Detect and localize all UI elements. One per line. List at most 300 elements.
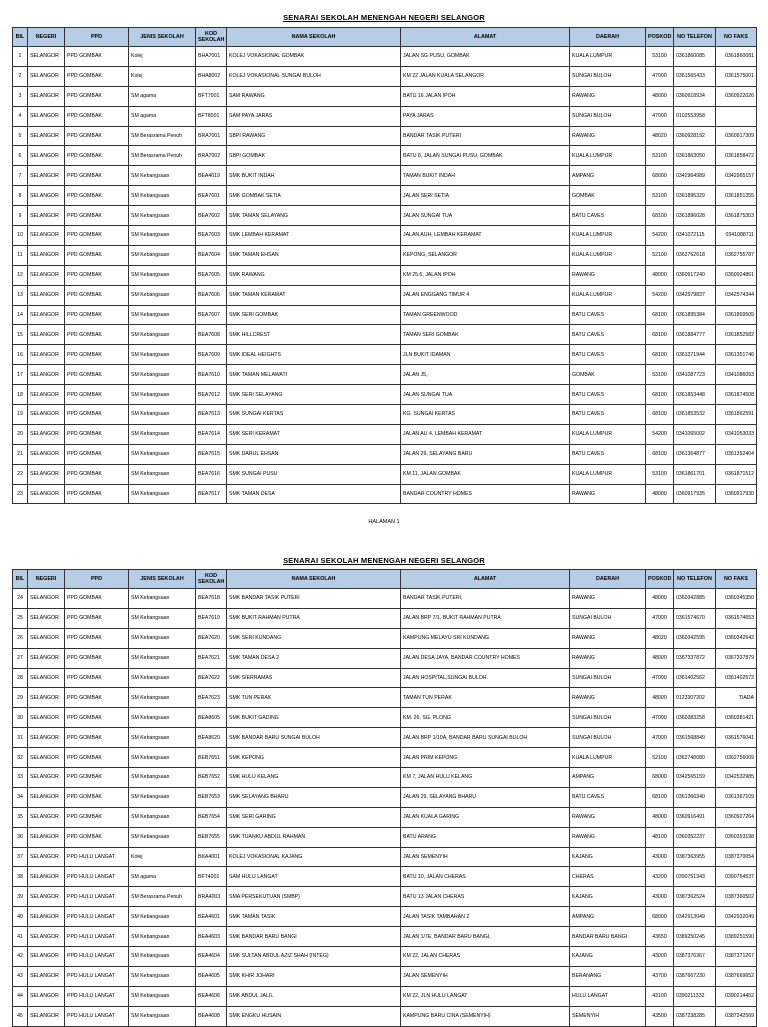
cell-no-telefon: 0387667230 <box>674 966 716 986</box>
cell-bil: 40 <box>13 907 28 927</box>
cell-no-telefon: 0361402562 <box>674 668 716 688</box>
cell-no-telefon: 0361574670 <box>674 608 716 628</box>
cell-ppd: PPD HULU LANGAT <box>65 867 129 887</box>
cell-jenis-sekolah: SM Kebangsaan <box>129 325 196 345</box>
cell-negeri: SELANGOR <box>28 748 65 768</box>
cell-alamat: JALAN J5, <box>401 365 570 385</box>
cell-bil: 23 <box>13 484 28 504</box>
cell-alamat: BATU ARANG <box>401 827 570 847</box>
cell-nama-sekolah: SMK TAMAN TASIK <box>227 907 401 927</box>
cell-nama-sekolah: SMK LEMBAH KERAMAT <box>227 226 401 246</box>
cell-no-faks: 0390754537 <box>716 867 757 887</box>
table-row <box>13 106 757 126</box>
cell-no-telefon: 0342913049 <box>674 907 716 927</box>
cell-negeri: SELANGOR <box>28 927 65 947</box>
cell-kod-sekolah: BEA7609 <box>196 345 227 365</box>
cell-negeri: SELANGOR <box>28 86 65 106</box>
cell-no-telefon: 0389250245 <box>674 927 716 947</box>
cell-negeri: SELANGOR <box>28 887 65 907</box>
cell-negeri: SELANGOR <box>28 966 65 986</box>
table-row <box>13 245 757 265</box>
cell-no-faks: 0360345350 <box>716 589 757 609</box>
cell-no-telefon: 0361568849 <box>674 728 716 748</box>
column-header-jenis-sekolah: JENIS SEKOLAH <box>129 28 196 47</box>
cell-negeri: SELANGOR <box>28 365 65 385</box>
cell-ppd: PPD GOMBAK <box>65 464 129 484</box>
cell-jenis-sekolah: SM Kebangsaan <box>129 405 196 425</box>
cell-bil: 27 <box>13 648 28 668</box>
table-row <box>13 648 757 668</box>
cell-jenis-sekolah: SM Kebangsaan <box>129 728 196 748</box>
cell-alamat: JALAN AU 4, LEMBAH KERAMAT <box>401 424 570 444</box>
cell-no-faks: 0387242569 <box>716 1006 757 1026</box>
cell-jenis-sekolah: SM Kebangsaan <box>129 827 196 847</box>
cell-nama-sekolah: SMK IDEAL HEIGHTS <box>227 345 401 365</box>
cell-no-faks: 0360927264 <box>716 807 757 827</box>
cell-no-faks: 0342532985 <box>716 768 757 788</box>
cell-nama-sekolah: SMK TUANKU ABDUL RAHMAN <box>227 827 401 847</box>
table-row <box>13 947 757 967</box>
cell-kod-sekolah: BEA7610 <box>196 365 227 385</box>
cell-nama-sekolah: SMK SUNGAI PUSU <box>227 464 401 484</box>
cell-kod-sekolah: BEA7605 <box>196 265 227 285</box>
cell-bil: 4 <box>13 106 28 126</box>
cell-no-faks: 0361862591 <box>716 405 757 425</box>
cell-jenis-sekolah: SM Kebangsaan <box>129 608 196 628</box>
column-header-poskod: POSKOD <box>646 570 674 589</box>
cell-no-faks: 0361351746 <box>716 345 757 365</box>
cell-daerah: BATU CAVES <box>570 325 646 345</box>
cell-negeri: SELANGOR <box>28 265 65 285</box>
cell-alamat: JALAN 29, SELAYANG BARU <box>401 444 570 464</box>
cell-jenis-sekolah: SM Kebangsaan <box>129 226 196 246</box>
cell-no-faks: 0360924861 <box>716 265 757 285</box>
column-header-alamat: ALAMAT <box>401 28 570 47</box>
cell-alamat: KEPONG, SELANGOR <box>401 245 570 265</box>
cell-alamat: KM 22, JALAN CHERAS <box>401 947 570 967</box>
table-row <box>13 305 757 325</box>
cell-jenis-sekolah: SM Kebangsaan <box>129 966 196 986</box>
cell-jenis-sekolah: SM Kebangsaan <box>129 265 196 285</box>
cell-alamat: KM 22, JLN HULU LANGAT <box>401 986 570 1006</box>
cell-jenis-sekolah: SM Kebangsaan <box>129 186 196 206</box>
cell-jenis-sekolah: SM Kebangsaan <box>129 668 196 688</box>
cell-no-faks: 0360353198 <box>716 827 757 847</box>
cell-jenis-sekolah: SM Kebangsaan <box>129 285 196 305</box>
cell-kod-sekolah: BEA7615 <box>196 444 227 464</box>
table-row <box>13 66 757 86</box>
cell-jenis-sekolah: SM Kebangsaan <box>129 768 196 788</box>
cell-ppd: PPD GOMBAK <box>65 186 129 206</box>
cell-daerah: SUNGAI BULOH <box>570 728 646 748</box>
cell-no-telefon: 0361861701 <box>674 464 716 484</box>
cell-ppd: PPD GOMBAK <box>65 245 129 265</box>
cell-nama-sekolah: SMK BUKIT RAHMAN PUTRA <box>227 608 401 628</box>
cell-alamat: BATU 10, JALAN CHERAS <box>401 867 570 887</box>
cell-ppd: PPD HULU LANGAT <box>65 927 129 947</box>
column-header-ppd: PPD <box>65 28 129 47</box>
cell-ppd: PPD GOMBAK <box>65 226 129 246</box>
table-row <box>13 166 757 186</box>
table-row <box>13 628 757 648</box>
cell-poskod: 48000 <box>646 265 674 285</box>
cell-jenis-sekolah: SM Kebangsaan <box>129 345 196 365</box>
table-row <box>13 325 757 345</box>
cell-kod-sekolah: BEA7606 <box>196 285 227 305</box>
cell-kod-sekolah: BEA7617 <box>196 484 227 504</box>
table-row <box>13 186 757 206</box>
cell-ppd: PPD GOMBAK <box>65 768 129 788</box>
cell-no-faks: 0361851355 <box>716 186 757 206</box>
cell-no-faks: 0341088711 <box>716 226 757 246</box>
cell-daerah: BATU CAVES <box>570 787 646 807</box>
cell-poskod: 43650 <box>646 927 674 947</box>
cell-kod-sekolah: BEA7601 <box>196 186 227 206</box>
cell-alamat: KM 25.6, JALAN IPOH <box>401 265 570 285</box>
column-header-no-faks: NO FAKS <box>716 570 757 589</box>
cell-daerah: RAWANG <box>570 86 646 106</box>
cell-daerah: KUALA LUMPUR <box>570 226 646 246</box>
cell-jenis-sekolah: SM Kebangsaan <box>129 385 196 405</box>
cell-ppd: PPD GOMBAK <box>65 345 129 365</box>
cell-kod-sekolah: BEA7613 <box>196 405 227 425</box>
cell-daerah: AMPANG <box>570 768 646 788</box>
cell-no-faks: 0387371267 <box>716 947 757 967</box>
cell-ppd: PPD HULU LANGAT <box>65 907 129 927</box>
cell-ppd: PPD GOMBAK <box>65 146 129 166</box>
cell-jenis-sekolah: SM Kebangsaan <box>129 748 196 768</box>
cell-ppd: PPD GOMBAK <box>65 444 129 464</box>
cell-ppd: PPD GOMBAK <box>65 305 129 325</box>
cell-ppd: PPD GOMBAK <box>65 688 129 708</box>
cell-bil: 28 <box>13 668 28 688</box>
cell-bil: 36 <box>13 827 28 847</box>
cell-kod-sekolah: BEA7619 <box>196 608 227 628</box>
cell-jenis-sekolah: SM Kebangsaan <box>129 365 196 385</box>
cell-poskod: 47000 <box>646 66 674 86</box>
cell-ppd: PPD HULU LANGAT <box>65 887 129 907</box>
cell-daerah: RAWANG <box>570 628 646 648</box>
cell-poskod: 52100 <box>646 748 674 768</box>
cell-jenis-sekolah: SM Kebangsaan <box>129 927 196 947</box>
cell-bil: 16 <box>13 345 28 365</box>
cell-no-faks: 0342932049 <box>716 907 757 927</box>
cell-jenis-sekolah: SM Kebangsaan <box>129 464 196 484</box>
cell-bil: 15 <box>13 325 28 345</box>
cell-nama-sekolah: SMK SULTAN ABDUL AZIZ SHAH (INTEG) <box>227 947 401 967</box>
cell-no-faks: 0341053033 <box>716 424 757 444</box>
cell-alamat: KAMPUNG MELAYU SRI KUNDANG <box>401 628 570 648</box>
cell-bil: 31 <box>13 728 28 748</box>
cell-poskod: 68100 <box>646 787 674 807</box>
cell-ppd: PPD GOMBAK <box>65 285 129 305</box>
table-row <box>13 146 757 166</box>
cell-nama-sekolah: SBPI RAWANG <box>227 126 401 146</box>
cell-nama-sekolah: SMK TAMAN KERAMAT <box>227 285 401 305</box>
cell-alamat: JALAN HOSPITAL,SUNGAI BULOH. <box>401 668 570 688</box>
cell-jenis-sekolah: SM Kebangsaan <box>129 947 196 967</box>
cell-nama-sekolah: SMK ABDUL JALIL <box>227 986 401 1006</box>
cell-alamat: KAMPUNG BARU CINA (SEMENYIH) <box>401 1006 570 1026</box>
cell-jenis-sekolah: SM Kebangsaan <box>129 424 196 444</box>
cell-ppd: PPD GOMBAK <box>65 365 129 385</box>
cell-daerah: RAWANG <box>570 807 646 827</box>
cell-poskod: 48020 <box>646 126 674 146</box>
cell-no-telefon: 0360917240 <box>674 265 716 285</box>
cell-no-faks: 0361869505 <box>716 305 757 325</box>
cell-alamat: JALAN 29, SELAYANG BHARU <box>401 787 570 807</box>
cell-jenis-sekolah: SM agama <box>129 867 196 887</box>
cell-bil: 33 <box>13 768 28 788</box>
cell-daerah: RAWANG <box>570 126 646 146</box>
column-header-poskod: POSKOD <box>646 28 674 47</box>
cell-daerah: KAJANG <box>570 847 646 867</box>
column-header-jenis-sekolah: JENIS SEKOLAH <box>129 570 196 589</box>
cell-daerah: KUALA LUMPUR <box>570 424 646 444</box>
cell-kod-sekolah: BEA7602 <box>196 206 227 226</box>
cell-poskod: 43100 <box>646 986 674 1006</box>
cell-ppd: PPD GOMBAK <box>65 106 129 126</box>
cell-daerah: BATU CAVES <box>570 345 646 365</box>
cell-nama-sekolah: SMK BUKIT GADING <box>227 708 401 728</box>
table-row <box>13 365 757 385</box>
cell-negeri: SELANGOR <box>28 66 65 86</box>
cell-poskod: 53100 <box>646 186 674 206</box>
cell-jenis-sekolah: Kolej <box>129 66 196 86</box>
cell-poskod: 47000 <box>646 668 674 688</box>
cell-no-telefon: 0360916491 <box>674 807 716 827</box>
cell-no-telefon: 0102553958 <box>674 106 716 126</box>
cell-no-telefon: 0360342595 <box>674 628 716 648</box>
cell-nama-sekolah: KOLEJ VOKASIONAL SUNGAI BULOH <box>227 66 401 86</box>
cell-nama-sekolah: SMA PERSEKUTUAN (SMBP) <box>227 887 401 907</box>
cell-ppd: PPD HULU LANGAT <box>65 1006 129 1026</box>
cell-no-telefon: 0387376367 <box>674 947 716 967</box>
cell-jenis-sekolah: SM Kebangsaan <box>129 807 196 827</box>
cell-no-telefon: 0361863050 <box>674 146 716 166</box>
cell-no-telefon: 0123307202 <box>674 688 716 708</box>
cell-negeri: SELANGOR <box>28 285 65 305</box>
cell-daerah: KAJANG <box>570 887 646 907</box>
cell-poskod: 47000 <box>646 728 674 748</box>
table-row <box>13 285 757 305</box>
cell-kod-sekolah: BEA7616 <box>196 464 227 484</box>
cell-negeri: SELANGOR <box>28 385 65 405</box>
cell-negeri: SELANGOR <box>28 206 65 226</box>
cell-poskod: 68000 <box>646 907 674 927</box>
cell-alamat: KM. 26, SG. PLONG <box>401 708 570 728</box>
cell-ppd: PPD GOMBAK <box>65 424 129 444</box>
cell-bil: 5 <box>13 126 28 146</box>
cell-alamat: JLN BUKIT IDAMAN <box>401 345 570 365</box>
cell-daerah: BERANANG <box>570 966 646 986</box>
column-header-negeri: NEGERI <box>28 570 65 589</box>
table-header-row <box>13 570 757 589</box>
table-row <box>13 345 757 365</box>
cell-kod-sekolah: BEA8605 <box>196 708 227 728</box>
cell-daerah: AMPANG <box>570 166 646 186</box>
cell-daerah: CHERAS <box>570 867 646 887</box>
cell-kod-sekolah: BEA4601 <box>196 907 227 927</box>
cell-kod-sekolah: BFT8001 <box>196 106 227 126</box>
cell-daerah: RAWANG <box>570 589 646 609</box>
cell-daerah: BATU CAVES <box>570 405 646 425</box>
cell-kod-sekolah: BEA4605 <box>196 966 227 986</box>
cell-bil: 20 <box>13 424 28 444</box>
table-row <box>13 405 757 425</box>
cell-no-telefon: 0341065002 <box>674 424 716 444</box>
cell-jenis-sekolah: SM Kebangsaan <box>129 206 196 226</box>
cell-ppd: PPD GOMBAK <box>65 728 129 748</box>
cell-negeri: SELANGOR <box>28 867 65 887</box>
cell-daerah: BATU CAVES <box>570 385 646 405</box>
cell-alamat: JALAN BRP 1/10A, BANDAR BARU SUNGAI BULOH <box>401 728 570 748</box>
cell-daerah: RAWANG <box>570 827 646 847</box>
table-body <box>13 589 757 1027</box>
cell-jenis-sekolah: SM Kebangsaan <box>129 708 196 728</box>
cell-poskod: 43000 <box>646 887 674 907</box>
cell-jenis-sekolah: SM Kebangsaan <box>129 986 196 1006</box>
cell-ppd: PPD GOMBAK <box>65 86 129 106</box>
column-header-daerah: DAERAH <box>570 28 646 47</box>
cell-alamat: BANDAR TASIK PUTERI, <box>401 589 570 609</box>
cell-kod-sekolah: BRA4003 <box>196 887 227 907</box>
cell-jenis-sekolah: SM Kebangsaan <box>129 787 196 807</box>
cell-ppd: PPD GOMBAK <box>65 608 129 628</box>
cell-daerah: RAWANG <box>570 688 646 708</box>
cell-daerah: BATU CAVES <box>570 305 646 325</box>
cell-nama-sekolah: SMK BUKIT INDAH <box>227 166 401 186</box>
cell-jenis-sekolah: SM Kebangsaan <box>129 166 196 186</box>
cell-poskod: 48000 <box>646 86 674 106</box>
cell-no-telefon: 0342565159 <box>674 768 716 788</box>
document-title: SENARAI SEKOLAH MENENGAH NEGERI SELANGOR <box>283 13 485 22</box>
table-row <box>13 927 757 947</box>
cell-no-faks: 0361874508 <box>716 385 757 405</box>
cell-alamat: KM 11, JALAN GOMBAK <box>401 464 570 484</box>
table-row <box>13 827 757 847</box>
cell-kod-sekolah: BEA7607 <box>196 305 227 325</box>
cell-no-faks: 0361575001 <box>716 66 757 86</box>
cell-no-telefon: 0361896329 <box>674 186 716 206</box>
cell-daerah: KUALA LUMPUR <box>570 748 646 768</box>
cell-jenis-sekolah: Kolej <box>129 47 196 67</box>
table-row <box>13 728 757 748</box>
cell-kod-sekolah: BHA7001 <box>196 47 227 67</box>
cell-negeri: SELANGOR <box>28 166 65 186</box>
cell-daerah: GOMBAK <box>570 186 646 206</box>
cell-no-telefon: 0360918934 <box>674 86 716 106</box>
cell-jenis-sekolah: SM agama <box>129 106 196 126</box>
cell-alamat: JALAN SG PUSU, GOMBAK <box>401 47 570 67</box>
cell-kod-sekolah: BEA4619 <box>196 166 227 186</box>
cell-daerah: GOMBAK <box>570 365 646 385</box>
cell-no-telefon: 0387363955 <box>674 847 716 867</box>
cell-kod-sekolah: BEA4606 <box>196 986 227 1006</box>
cell-poskod: 68100 <box>646 345 674 365</box>
cell-alamat: JALAN SEMENYIH <box>401 847 570 867</box>
cell-negeri: SELANGOR <box>28 444 65 464</box>
cell-alamat: JALAN AUH, LEMBAH KERAMAT <box>401 226 570 246</box>
cell-no-faks: 0361402572 <box>716 668 757 688</box>
cell-kod-sekolah: BEA4603 <box>196 927 227 947</box>
cell-bil: 26 <box>13 628 28 648</box>
cell-ppd: PPD GOMBAK <box>65 66 129 86</box>
cell-negeri: SELANGOR <box>28 827 65 847</box>
cell-alamat: JALAN KUALA GARING <box>401 807 570 827</box>
cell-poskod: 53100 <box>646 365 674 385</box>
cell-no-telefon: 0360917935 <box>674 484 716 504</box>
cell-daerah: SEMENYIH <box>570 1006 646 1026</box>
column-header-nama-sekolah: NAMA SEKOLAH <box>227 570 401 589</box>
cell-negeri: SELANGOR <box>28 106 65 126</box>
cell-ppd: PPD GOMBAK <box>65 325 129 345</box>
page-footer: HALAMAN 1 <box>368 519 400 525</box>
cell-no-faks: 0360342642 <box>716 628 757 648</box>
cell-alamat: BATU 8, JALAN SUNGAI PUSU, GOMBAK <box>401 146 570 166</box>
cell-ppd: PPD GOMBAK <box>65 589 129 609</box>
cell-no-faks: 0361367109 <box>716 787 757 807</box>
cell-negeri: SELANGOR <box>28 947 65 967</box>
cell-kod-sekolah: BEA7614 <box>196 424 227 444</box>
cell-ppd: PPD HULU LANGAT <box>65 947 129 967</box>
table-row <box>13 385 757 405</box>
cell-no-telefon: 0360383258 <box>674 708 716 728</box>
table-row <box>13 867 757 887</box>
table-row <box>13 424 757 444</box>
cell-kod-sekolah: BEB7654 <box>196 807 227 827</box>
cell-bil: 42 <box>13 947 28 967</box>
cell-poskod: 68100 <box>646 325 674 345</box>
cell-negeri: SELANGOR <box>28 47 65 67</box>
cell-alamat: TAMAN BUKIT INDAH <box>401 166 570 186</box>
column-header-nama-sekolah: NAMA SEKOLAH <box>227 28 401 47</box>
cell-no-faks: 0367337879 <box>716 648 757 668</box>
cell-ppd: PPD GOMBAK <box>65 648 129 668</box>
cell-no-faks: 0341086093 <box>716 365 757 385</box>
cell-no-telefon: 0367337872 <box>674 648 716 668</box>
cell-no-telefon: 0361853448 <box>674 385 716 405</box>
cell-nama-sekolah: KOLEJ VOKASIONAL KAJANG <box>227 847 401 867</box>
cell-bil: 37 <box>13 847 28 867</box>
cell-nama-sekolah: SMK BANDAR BARU SUNGAI BULOH <box>227 728 401 748</box>
cell-poskod: 48020 <box>646 628 674 648</box>
cell-kod-sekolah: BEA7604 <box>196 245 227 265</box>
cell-no-telefon: 0341072115 <box>674 226 716 246</box>
cell-bil: 22 <box>13 464 28 484</box>
cell-no-telefon: 0361884777 <box>674 325 716 345</box>
table-row <box>13 47 757 67</box>
cell-no-faks: 0361852582 <box>716 325 757 345</box>
cell-daerah: SUNGAI BULOH <box>570 608 646 628</box>
cell-ppd: PPD GOMBAK <box>65 787 129 807</box>
cell-alamat: JALAN 1/7E, BANDAR BARU BANGI, <box>401 927 570 947</box>
table-row <box>13 887 757 907</box>
cell-no-telefon: 0390211332 <box>674 986 716 1006</box>
cell-kod-sekolah: BFT7001 <box>196 86 227 106</box>
cell-no-faks: 0361352404 <box>716 444 757 464</box>
table-row <box>13 589 757 609</box>
cell-bil: 25 <box>13 608 28 628</box>
cell-no-faks: TIADA <box>716 688 757 708</box>
cell-daerah: RAWANG <box>570 484 646 504</box>
cell-no-faks: 0361574653 <box>716 608 757 628</box>
cell-negeri: SELANGOR <box>28 484 65 504</box>
cell-no-telefon: 0361565433 <box>674 66 716 86</box>
cell-no-faks: 0361858472 <box>716 146 757 166</box>
cell-ppd: PPD GOMBAK <box>65 668 129 688</box>
cell-alamat: BATU 13 JALAN CHERAS <box>401 887 570 907</box>
